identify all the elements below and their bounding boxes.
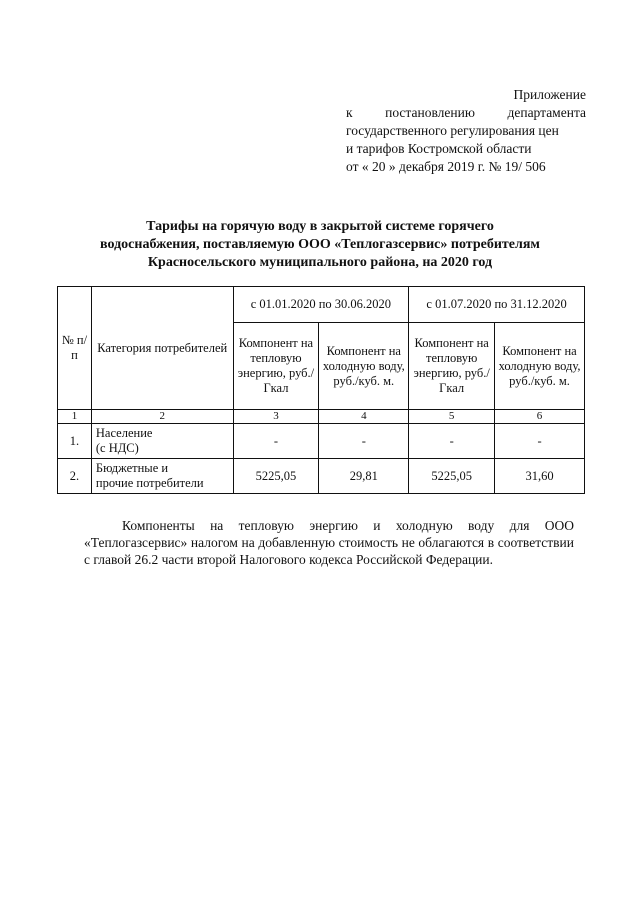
tariff-table	[57, 286, 585, 494]
appendix-title: Приложение	[513, 87, 586, 102]
value-cell: 5225,05	[233, 459, 319, 494]
header-cold-component-1: Компонент на холодную воду, руб./куб. м.	[319, 323, 409, 410]
header-period-2: с 01.07.2020 по 31.12.2020	[409, 287, 585, 323]
value-cell: 5225,05	[409, 459, 495, 494]
appendix-date-line: от « 20 » декабря 2019 г. № 19/ 506	[346, 159, 546, 174]
header-num: № п/п	[58, 287, 92, 410]
row-category	[91, 424, 233, 459]
index-cell: 6	[495, 410, 585, 424]
value-cell: -	[409, 424, 495, 459]
appendix-line: государственного регулирования цен	[346, 123, 559, 138]
category-line: Население	[95, 426, 153, 440]
title-line: водоснабжения, поставляемую ООО «Теплогазсервис» потребителям	[100, 237, 540, 252]
category-line: прочие потребители	[95, 476, 204, 490]
value-cell: -	[319, 424, 409, 459]
header-period-1: с 01.01.2020 по 30.06.2020	[233, 287, 409, 323]
header-category: Категория потребителей	[91, 287, 233, 410]
table-row	[58, 459, 585, 494]
title-line: Красносельского муниципального района, на 2020 год	[147, 255, 493, 270]
header-heat-component-2: Компонент на тепловую энергию, руб./Гкал	[409, 323, 495, 410]
table-index-row	[58, 410, 585, 424]
table-row	[58, 424, 585, 459]
index-cell: 5	[409, 410, 495, 424]
header-heat-component-1: Компонент на тепловую энергию, руб./Гкал	[233, 323, 319, 410]
index-cell: 4	[319, 410, 409, 424]
appendix-block	[346, 86, 586, 176]
document-title	[60, 218, 580, 272]
value-cell: 29,81	[319, 459, 409, 494]
value-cell: -	[495, 424, 585, 459]
value-cell: -	[233, 424, 319, 459]
index-cell: 3	[233, 410, 319, 424]
row-num: 2.	[58, 459, 92, 494]
tax-note	[84, 517, 574, 568]
note-text: Компоненты на тепловую энергию и холодную воду для ООО «Теплогазсервис» налогом на добавленную стоимость не облагаются в соответствии с главой 26.2 части второй Налогового кодекса Российской Федерации.	[84, 518, 574, 567]
appendix-line: к постановлению департамента	[346, 105, 586, 120]
category-line: Бюджетные и	[95, 461, 169, 475]
header-cold-component-2: Компонент на холодную воду, руб./куб. м.	[495, 323, 585, 410]
value-cell: 31,60	[495, 459, 585, 494]
appendix-line: и тарифов Костромской области	[346, 141, 532, 156]
title-line: Тарифы на горячую воду в закрытой системе горячего	[146, 219, 494, 234]
row-category	[91, 459, 233, 494]
index-cell: 2	[91, 410, 233, 424]
index-cell: 1	[58, 410, 92, 424]
table-header-row	[58, 287, 585, 323]
row-num: 1.	[58, 424, 92, 459]
category-line: (с НДС)	[95, 441, 139, 455]
